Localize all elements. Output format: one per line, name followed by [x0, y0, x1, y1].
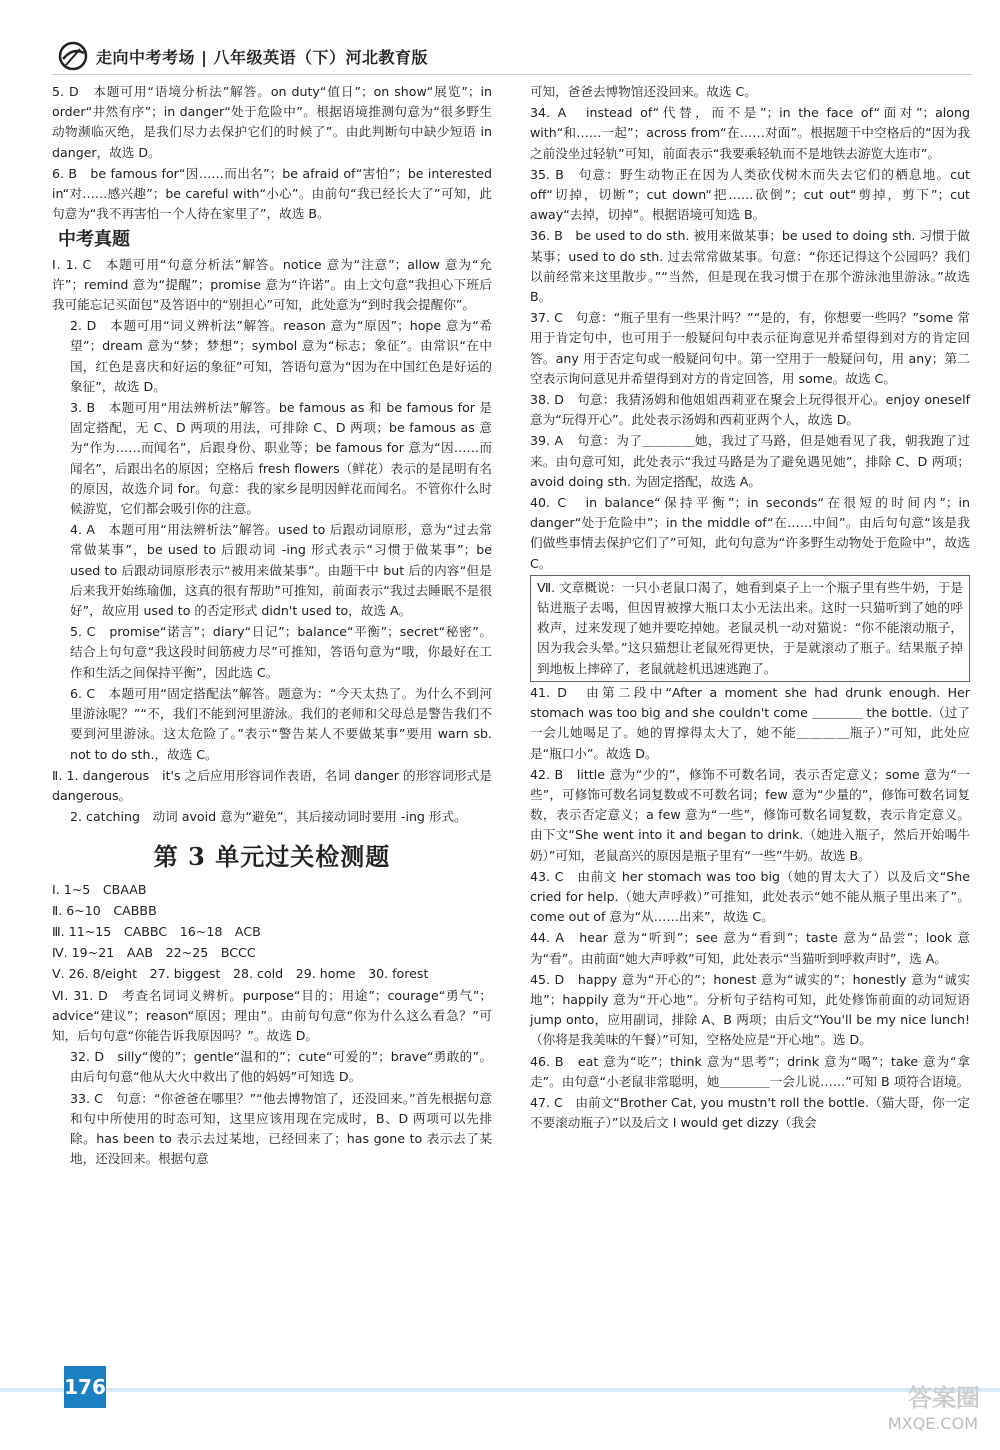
answer-paragraph: 32. D silly“傻的”；gentle“温和的”；cute“可爱的”；brave“勇敢的”。由后句句意“他从大火中救出了他的妈妈”可知选 D。: [70, 1049, 492, 1085]
header-rule: [52, 74, 972, 75]
answer-paragraph: Ⅴ. 26. 8/eight 27. biggest 28. cold 29. home 30. forest: [52, 966, 429, 982]
answer-paragraph: 42. B little 意为“少的”，修饰不可数名词，表示否定意义；some 意为“一些”，可修饰可数名词复数或不可数名词；few 意为“少量的”，修饰可数名词复数，表示否定意义；a few 意为“一些”，修饰可数名词复数，表示肯定意义。由下文“She went into it and began to drink.（她进入瓶子，然后开始喝牛奶）”可知，老鼠高兴的原因是瓶子里有“一些”牛奶。故选 B。: [530, 766, 970, 863]
answer-paragraph: 34. A instead of“代替，而不是”；in the face of“面对”；along with“和……一起”；across from“在……对面”。根据题干中空格后的“因为我之前没坐过轻轨”可知，前面表示“我要乘轻轨而不是地铁去游览大连市”。: [530, 105, 970, 161]
answer-paragraph: 可知，爸爸去博物馆还没回来。故选 C。: [530, 84, 757, 99]
answer-paragraph: 6. B be famous for“因……而出名”；be afraid of“害怕”；be interested in“对……感兴趣”；be careful with“小心”。由前句“我已经长大了”可知，此句意为“我不再害怕一个人待在家里了”，故选 B。: [52, 165, 492, 222]
answer-paragraph: 5. C promise“诺言”；diary“日记”；balance“平衡”；secret“秘密”。结合上句句意“我这段时间筋疲力尽”可推知，答语句意为“哦，你最好在工作和生活之间保持平衡”，因此选 C。: [70, 624, 492, 680]
watermark-logo: 答案圈: [908, 1384, 980, 1412]
answer-paragraph: 3. B 本题可用“用法辨析法”解答。be famous as 和 be famous for 是固定搭配，无 C、D 两项的用法，可排除 C、D 两项；be famous as 意为“作为……而闻名”，后跟身份、职业等；be famous for 意为“因……而闻名”，后跟出名的原因；空格后 fresh flowers（鲜花）表示的是昆明有名的原因，故选介词 for。句意：我的家乡昆明因鲜花而闻名。不管你什么时候游览，它们都会吸引你的注意。: [70, 400, 492, 517]
answer-paragraph: 44. A hear 意为“听到”；see 意为“看到”；taste 意为“品尝”；look 意为“看”。由前面“她大声呼救”可知，此处表示“当猫听到呼救声时”，选 A。: [530, 930, 970, 966]
page-number: 176: [64, 1366, 106, 1408]
answer-paragraph: 43. C 由前文 her stomach was too big（她的胃太大了）以及后文“She cried for help.（她大声呼救）”可推知，此处表示“她不能从瓶子里出来了”。come out of 意为“从……出来”，故选 C。: [530, 868, 970, 925]
answer-paragraph: Ⅲ. 11~15 CABBC 16~18 ACB: [52, 923, 261, 939]
answer-paragraph: Ⅵ. 31. D 考查名词词义辨析。purpose“目的；用途”；courage“勇气”；advice“建议”；reason“原因；理由”。由前句句意“你为什么这么看急？”可知，后句句意“你能告诉我原因吗？”。故选 D。: [52, 987, 492, 1043]
answer-paragraph: Ⅱ. 6~10 CABBB: [52, 902, 157, 918]
answer-paragraph: 5. D 本题可用“语境分析法”解答。on duty“值日”；on show“展览”；in order“井然有序”；in danger“处于危险中”。根据语境推测句意为“很多野生动物濒临灭绝，是我们尽力去保护它们的时候了”。由此判断句中缺少短语 in danger，故选 D。: [52, 84, 492, 160]
publisher-logo-icon: [58, 41, 88, 71]
answer-paragraph: 2. D 本题可用“词义辨析法”解答。reason 意为“原因”；hope 意为“希望”；dream 意为“梦；梦想”；symbol 意为“标志；象征”。由常识“在中国，红色是喜庆和好运的象征”可知，答语句意为“因为在中国红色是好运的象征”，故选 D。: [70, 318, 492, 394]
unit-title: 第 3 单元过关检测题: [153, 842, 391, 872]
answer-paragraph: 39. A 句意：为了＿＿＿＿她，我过了马路，但是她看见了我，朝我跑了过来。由句意可知，此处表示“我过马路是为了避免遇见她”，排除 C、D 两项；avoid doing sth. 为固定搭配，故选 A。: [530, 433, 970, 489]
watermark-url: MXQE.COM: [887, 1414, 978, 1433]
answer-paragraph: 36. B be used to do sth. 被用来做某事；be used to doing sth. 习惯于做某事；used to do sth. 过去常常做某事。句意：“你还记得这个公园吗？我们以前经常来这里散步。”“当然，但是现在我习惯于在那个游泳池里游泳。”故选 B。: [530, 228, 970, 305]
answer-paragraph: 35. B 句意：野生动物正在因为人类砍伐树木而失去它们的栖息地。cut off“切掉，切断”；cut down“把……砍倒”；cut out“剪掉，剪下”；cut away“去掉，切掉”。根据语境可知选 B。: [530, 166, 970, 223]
header-title: 走向中考考场 | 八年级英语（下）河北教育版: [96, 47, 428, 67]
answer-paragraph: 40. C in balance“保持平衡”；in seconds“在很短的时间内”；in danger“处于危险中”；in the middle of“在……中间”。由后句句意“该是我们做些事情去保护它们了”可知，此句句意为“许多野生动物处于危险中”，故选 C。: [530, 495, 970, 571]
answer-paragraph: 41. D 由第二段中“After a moment she had drunk enough. Her stomach was too big and she couldn't come ＿＿＿＿ the bottle.（过了一会儿她喝足了。她的胃撑得太大了，她不能＿＿＿＿瓶子）”可知，此处应是“瓶口小”。故选 D。: [530, 684, 970, 761]
right-column: [530, 82, 970, 1134]
answer-paragraph: Ⅰ. 1. C 本题可用“句意分析法”解答。notice 意为“注意”；allow 意为“允许”；remind 意为“提醒”；promise 意为“许诺”。由上文句意“我担心下班后我可能忘记买面包”及答语中的“别担心”可知，此处意为“到时我会提醒你”。: [52, 256, 492, 313]
left-column: [52, 82, 492, 1170]
answer-paragraph: 33. C 句意：“你爸爸在哪里？”“他去博物馆了，还没回来。”首先根据句意和句中所使用的时态可知，这里应该用现在完成时，B、D 两项可以先排除。has been to 表示去过某地，已经回来了；has gone to 表示去了某地，还没回来。根据句意: [70, 1090, 492, 1167]
passage-summary-box: Ⅶ. 文章概说：一只小老鼠口渴了，她看到桌子上一个瓶子里有些牛奶，于是钻进瓶子去喝，但因胃被撑大瓶口太小无法出来。这时一只猫听到了她的呼救声，过来发现了她并要吃掉她。老鼠灵机一动对猫说：“你不能滚动瓶子，因为我会头晕。”这只猫想让老鼠死得更快，于是就滚动了瓶子。结果瓶子掉到地板上摔碎了，老鼠就趁机迅速逃跑了。: [530, 575, 970, 682]
answer-paragraph: 2. catching 动词 avoid 意为“避免”，其后接动词时要用 -ing 形式。: [70, 809, 467, 825]
answer-paragraph: Ⅰ. 1~5 CBAAB: [52, 881, 147, 897]
answer-paragraph: 37. C 句意：“瓶子里有一些果汁吗？”“是的，有，你想要一些吗？”some 常用于肯定句中，也可用于一般疑问句中表示征询意见并希望得到对方的肯定回答。any 用于否定句或一般疑问句中。第一空用于一般疑问句，用 any；第二空表示询问意见并希望得到对方的肯定回答，用 some。故选 C。: [530, 310, 970, 386]
answer-paragraph: 47. C 由前文“Brother Cat, you mustn't roll the bottle.（猫大哥，你一定不要滚动瓶子）”以及后文 I would get dizzy（我会: [530, 1094, 970, 1131]
answer-paragraph: 46. B eat 意为“吃”；think 意为“思考”；drink 意为“喝”；take 意为“拿走”。由句意“小老鼠非常聪明，她＿＿＿＿一会儿说……”可知 B 项符合语境。: [530, 1053, 970, 1089]
answer-paragraph: 6. C 本题可用“固定搭配法”解答。题意为：“今天太热了。为什么不到河里游泳呢？”“不，我们不能到河里游泳。我们的老师和父母总是警告我们不要到河里游泳。这太危险了。”表示“警告某人不要做某事”要用 warn sb. not to do sth.，故选 C。: [70, 685, 492, 762]
footer-bar: [0, 1388, 1000, 1392]
answer-paragraph: 45. D happy 意为“开心的”；honest 意为“诚实的”；honestly 意为“诚实地”；happily 意为“开心地”。分析句子结构可知，此处修饰前面的动词短语 jump onto，应用副词，排除 A、B 两项；由后文“You'll be my nice lunch!（你将是我美味的午餐）”可知，空格处应是“开心地”。选 D。: [530, 971, 970, 1048]
section-title: 中考真题: [58, 229, 130, 251]
answer-paragraph: Ⅳ. 19~21 AAB 22~25 BCCC: [52, 945, 256, 961]
answer-paragraph: Ⅱ. 1. dangerous it's 之后应用形容词作表语，名词 danger 的形容词形式是 dangerous。: [52, 767, 492, 803]
answer-paragraph: 38. D 句意：我猜汤姆和他姐姐西莉亚在聚会上玩得很开心。enjoy oneself 意为“玩得开心”。此处表示汤姆和西莉亚两个人，故选 D。: [530, 392, 970, 428]
page-header: [58, 40, 428, 72]
answer-paragraph: 4. A 本题可用“用法辨析法”解答。used to 后跟动词原形，意为“过去常常做某事”，be used to 后跟动词 -ing 形式表示“习惯于做某事”；be used to 后跟动词原形表示“被用来做某事”。由题干中 but 后的内容“但是后来我开始练瑜伽，这真的很有帮助”可推知，前面表示“我过去睡眠不是很好”，故应用 used to 的否定形式 didn't used to，故选 A。: [70, 522, 492, 619]
